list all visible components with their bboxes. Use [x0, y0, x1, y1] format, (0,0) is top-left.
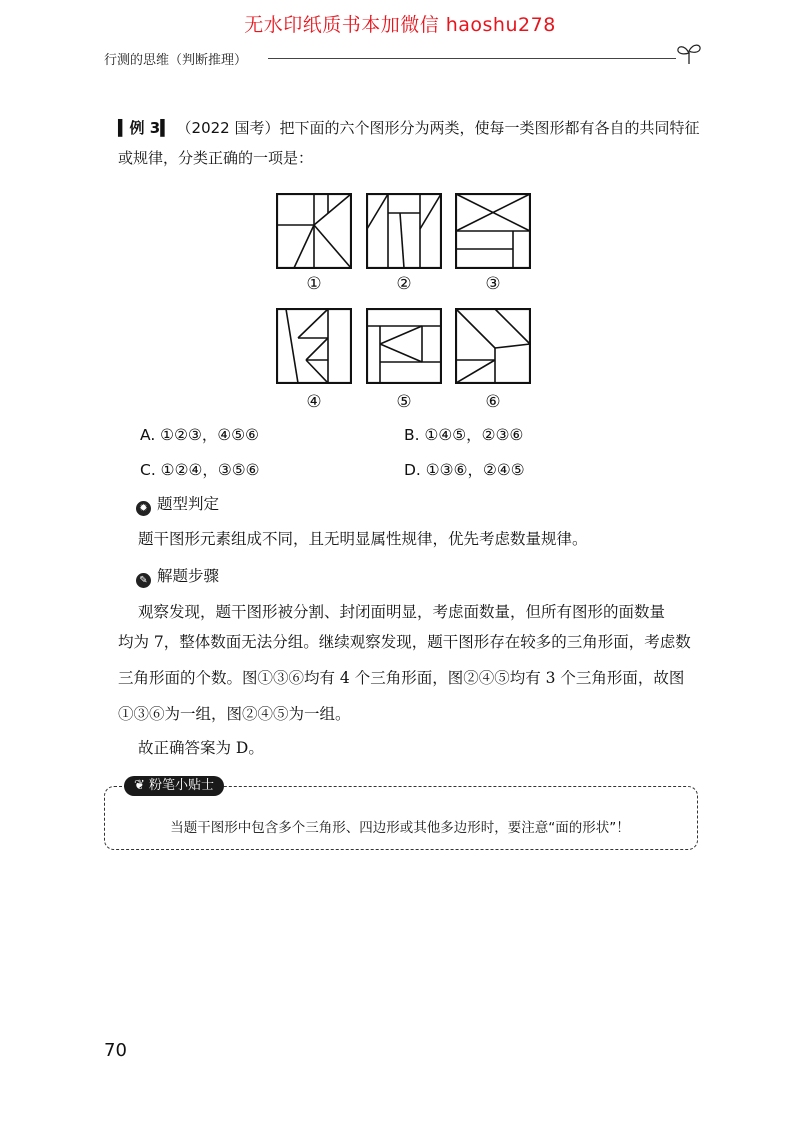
option-d[interactable]: D. ①③⑥，②④⑤: [404, 461, 525, 479]
section-type-text: 题干图形元素组成不同，且无明显属性规律，优先考虑数量规律。: [138, 530, 588, 548]
option-b[interactable]: B. ①④⑤，②③⑥: [404, 426, 524, 444]
section-title-type: 题型判定: [157, 495, 220, 513]
tip-label: [124, 776, 224, 796]
figure-label-6: ⑥: [485, 392, 501, 412]
figure-label-4: ④: [306, 392, 322, 412]
page-number: 70: [104, 1040, 127, 1061]
figure-label-3: ③: [485, 274, 501, 294]
figure-4: [276, 308, 352, 384]
option-a[interactable]: A. ①②③，④⑤⑥: [140, 426, 260, 444]
figure-6: [455, 308, 531, 384]
figure-label-1: ①: [306, 274, 322, 294]
sprout-small-icon: ❦: [134, 778, 145, 793]
steps-line-2: 均为 7，整体数面无法分组。继续观察发现，题干图形存在较多的三角形面，考虑数: [118, 633, 691, 651]
figure-2: [366, 193, 442, 269]
figure-label-2: ②: [396, 274, 412, 294]
steps-line-3: 三角形面的个数。图①③⑥均有 4 个三角形面，图②④⑤均有 3 个三角形面，故图: [118, 669, 685, 687]
section-title-steps: 解题步骤: [157, 567, 220, 585]
pencil-icon: ✎: [136, 573, 151, 588]
sun-icon: ✹: [136, 501, 151, 516]
example-tag: ▍例 3▍: [118, 119, 172, 137]
option-c[interactable]: C. ①②④，③⑤⑥: [140, 461, 260, 479]
answer-text: 故正确答案为 D。: [138, 739, 264, 757]
steps-line-1: 观察发现，题干图形被分割、封闭面明显，考虑面数量，但所有图形的面数量: [138, 603, 666, 621]
figure-5: [366, 308, 442, 384]
example-text: （2022 国考）把下面的六个图形分为两类，使每一类图形都有各自的共同特征或规律，分类正确的一项是：: [118, 119, 700, 167]
steps-line-4: ①③⑥为一组，图②④⑤为一组。: [118, 705, 351, 723]
tip-label-text: 粉笔小贴士: [149, 778, 215, 793]
example-question: [118, 113, 702, 173]
figure-1: [276, 193, 352, 269]
running-header: 行测的思维（判断推理）: [104, 53, 248, 68]
tip-text: 当题干图形中包含多个三角形、四边形或其他多边形时，要注意“面的形状”！: [170, 820, 630, 836]
section-header-type: [136, 492, 219, 516]
figure-label-5: ⑤: [396, 392, 412, 412]
figure-3: [455, 193, 531, 269]
sprout-icon: [674, 38, 704, 68]
section-header-steps: [136, 564, 219, 588]
header-rule: [268, 58, 676, 59]
watermark-text: 无水印纸质书本加微信 haoshu278: [244, 14, 556, 36]
